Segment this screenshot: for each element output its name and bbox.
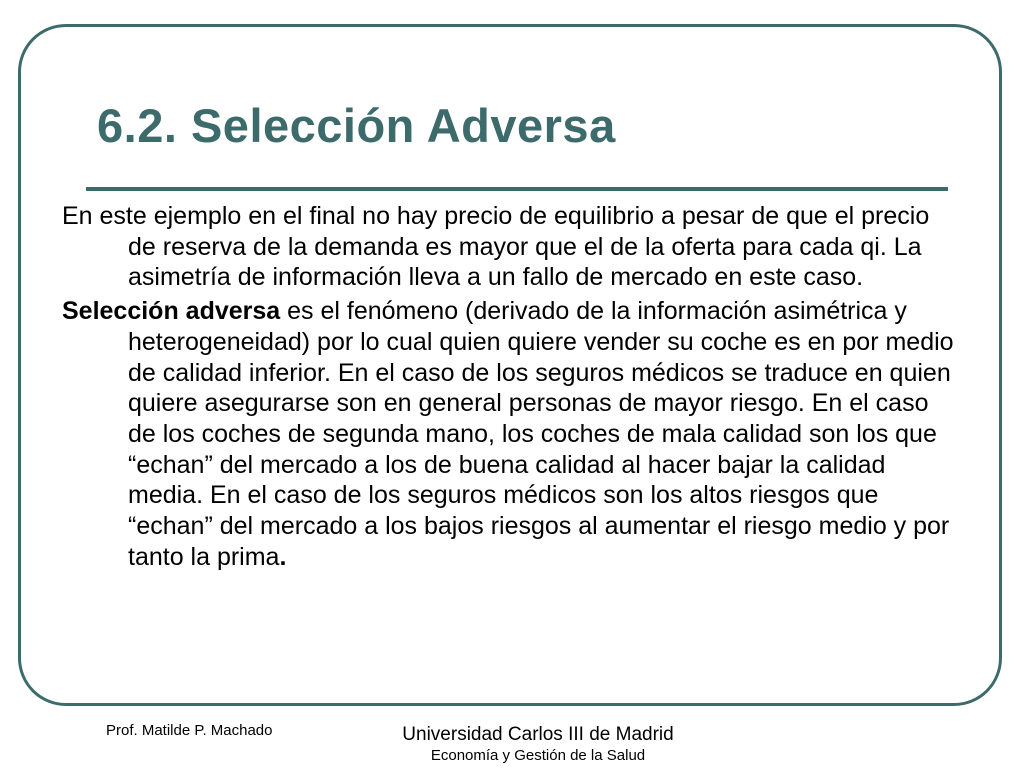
- title-underline: [86, 187, 948, 191]
- paragraph-equilibrium-text: En este ejemplo en el final no hay precio de equilibrio a pesar de que el precio de reserva de la demanda es mayor que el de la oferta para cada qi. La asimetría de información lleva a un fallo de mercado en este caso.: [62, 202, 930, 292]
- footer-institution: [397, 724, 679, 766]
- footer-course: Economía y Gestión de la Salud: [430, 747, 646, 764]
- paragraph-equilibrium: [62, 201, 962, 293]
- paragraph-adverse-selection: [62, 296, 962, 572]
- paragraph-adverse-selection-text: es el fenómeno (derivado de la información asimétrica y heterogeneidad) por lo cual quien quiere vender su coche es en por medio de calidad inferior. En el caso de los seguros médicos se traduce en quien quiere asegurarse son en general personas de mayor riesgo. En el caso de los coches de segunda mano, los coches de mala calidad son los que “echan” del mercado a los de buena calidad al hacer bajar la calidad media. En el caso de los seguros médicos son los altos riesgos que “echan” del mercado a los bajos riesgos al aumentar el riesgo medio y por tanto la prima: [128, 297, 954, 571]
- footer-author: Prof. Matilde P. Machado: [106, 722, 273, 739]
- slide-body: [62, 201, 962, 575]
- footer-university: Universidad Carlos III de Madrid: [402, 724, 674, 745]
- slide-title: 6.2. Selección Adversa: [97, 99, 616, 152]
- paragraph-final-period: .: [279, 542, 287, 571]
- adverse-selection-term: Selección adversa: [62, 297, 281, 326]
